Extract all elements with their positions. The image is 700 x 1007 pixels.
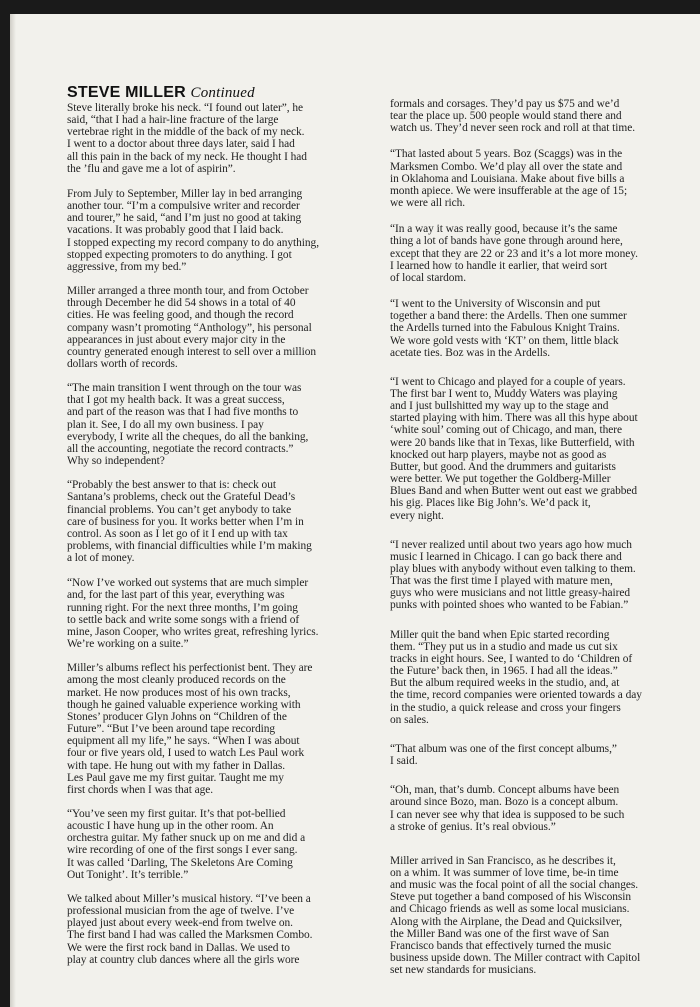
paragraph: “In a way it was really good, because it’s the same thing a lot of bands have gone through around here, except that they are 22 or 23 and it’s a lot more money. I learned how to handle it earlier, that weird sort of local stardom. bbox=[390, 223, 638, 284]
paragraph: “I went to the University of Wisconsin and put together a band there: the Ardells. Then one summer the Ardells turned into the Fabulous Knight Trains. We wore gold vests with ‘KT’ on them, little black acetate ties. Boz was in the Ardells. bbox=[390, 298, 627, 359]
paragraph: Miller arranged a three month tour, and from October through December he did 54 shows in a total of 40 cities. He was feeling good, and though the record company wasn’t promoting “Anthology”, his personal appearances in just about every major city in the country generated enough interest to sell over a million dollars worth of records. bbox=[67, 285, 316, 370]
paragraph: formals and corsages. They’d pay us $75 and we’d tear the place up. 500 people would stand there and watch us. They’d never seen rock and roll at that time. bbox=[390, 98, 636, 135]
paragraph: Miller arrived in San Francisco, as he describes it, on a whim. It was summer of love time, be-in time and music was the focal point of all the social changes. Steve put together a band composed of his Wisconsin and Chicago friends as well as some local musicians. Along with the Airplane, the Dead and Quicksilver, the Miller Band was one of the first wave of San Francisco bands that effectively turned the music business upside down. The Miller contract with Capitol set new standards for musicians. bbox=[390, 854, 641, 977]
paragraph: “That lasted about 5 years. Boz (Scaggs) was in the Marksmen Combo. We’d play all over the state and in Oklahoma and Louisiana. Make about five bills a month apiece. We were insufferable at the age of 15; we were all rich. bbox=[390, 148, 628, 210]
paragraph: “I went to Chicago and played for a couple of years. The first bar I went to, Muddy Waters was playing and I just bullshitted my way up to the stage and started playing with him. There was all this hype about ‘white soul’ coming out of Chicago, and man, there were 20 bands like that in Texas, like Butterfield, with knocked out harp players, maybe not as good as Butter, but good. And the drummers and guitarists were better. We put together the Goldberg-Miller Blues Band and when Butter went out east we grabbed his gig. Places like Big John’s. We’d pack it, every night. bbox=[390, 375, 638, 522]
paragraph: “The main transition I went through on the tour was that I got my health back. It was a great success, and part of the reason was that I had five months to plan it. See, I do all my own business. I pay everybody, I write all the cheques, do all the banking, all the accounting, negotiate the record contracts.” Why so independent? bbox=[67, 382, 309, 468]
article-heading bbox=[67, 84, 357, 102]
page-binding-edge bbox=[10, 14, 16, 1007]
paragraph: We talked about Miller’s musical history. “I’ve been a professional musician from the age of twelve. I’ve played just about every week-end from twelve on. The first band I had was called the Marksmen Combo. We were the first rock band in Dallas. We used to play at country club dances where all the girls wore bbox=[67, 892, 313, 966]
paragraph: From July to September, Miller lay in bed arranging another tour. “I’m a compulsive writer and recorder and tourer,” he said, “and I’m just no good at taking vacations. It was probably good that I laid back. I stopped expecting my record company to do anything, stopped expecting promoters to do anything. I got aggressive, from my bed.” bbox=[67, 187, 319, 273]
paragraph: “You’ve seen my first guitar. It’s that pot-bellied acoustic I have hung up in the other room. An orchestra guitar. My father snuck up on me and did a wire recording of one of the first songs I ever sang. It was called ‘Darling, The Skeletons Are Coming Out Tonight’. It’s terrible.” bbox=[67, 807, 306, 881]
paragraph: Steve literally broke his neck. “I found out later”, he said, “that I had a hair-line fracture of the large vertebrae right in the middle of the back of my neck. I went to a doctor about three days later, said I had all this pain in the back of my neck. He thought I had the ’flu and gave me a lot of aspirin”. bbox=[67, 102, 307, 175]
paragraph: Miller’s albums reflect his perfectionist bent. They are among the most cleanly produced records on the market. He now produces most of his own tracks, though he gained valuable experience working with Stones’ producer Glyn Johns on “Children of the Future”. “But I’ve been around tape recording equipment all my life,” he says. “When I was about four or five years old, I used to watch Les Paul work with tape. He hung out with my father in Dallas. Les Paul gave me my first guitar. Taught me my first chords when I was that age. bbox=[67, 662, 313, 796]
paragraph: “Probably the best answer to that is: check out Santana’s problems, check out the Grateful Dead’s financial problems. You can’t get anybody to take care of business for you. It works better when I’m in control. As soon as I let go of it I end up with tax problems, with financial difficulties while I’m making a lot of money. bbox=[67, 479, 312, 565]
paragraph: “I never realized until about two years ago how much music I learned in Chicago. I can go back there and play blues with anybody without even talking to them. That was the first time I played with mature men, guys who were musicians and not little greasy-haired punks with pointed shoes who wanted to be Fabian.” bbox=[390, 538, 636, 612]
left-column bbox=[67, 84, 357, 966]
heading-title: STEVE MILLER bbox=[67, 84, 186, 101]
paragraph: “Oh, man, that’s dumb. Concept albums have been around since Bozo, man. Bozo is a concept album. I can never see why that idea is supposed to be such a stroke of genius. It’s real obvious.” bbox=[390, 784, 625, 833]
magazine-page bbox=[10, 14, 700, 1007]
right-column bbox=[390, 98, 690, 976]
paragraph: Miller quit the band when Epic started recording them. “They put us in a studio and made us cut six tracks in eight hours. See, I wanted to do ‘Children of the Future’ back then, in 1965. I had all the ideas.” But the album required weeks in the studio, and, at the time, record companies were oriented towards a day in the studio, a quick release and cross your fingers on sales. bbox=[390, 628, 642, 726]
paragraph: “Now I’ve worked out systems that are much simpler and, for the last part of this year, everything was running right. For the next three months, I’m going to settle back and write some songs with a friend of mine, Jason Cooper, who writes great, refreshing lyrics. We’re working on a suite.” bbox=[67, 577, 319, 651]
paragraph: “That album was one of the first concept albums,” I said. bbox=[390, 742, 617, 768]
heading-continued: Continued bbox=[190, 85, 255, 101]
